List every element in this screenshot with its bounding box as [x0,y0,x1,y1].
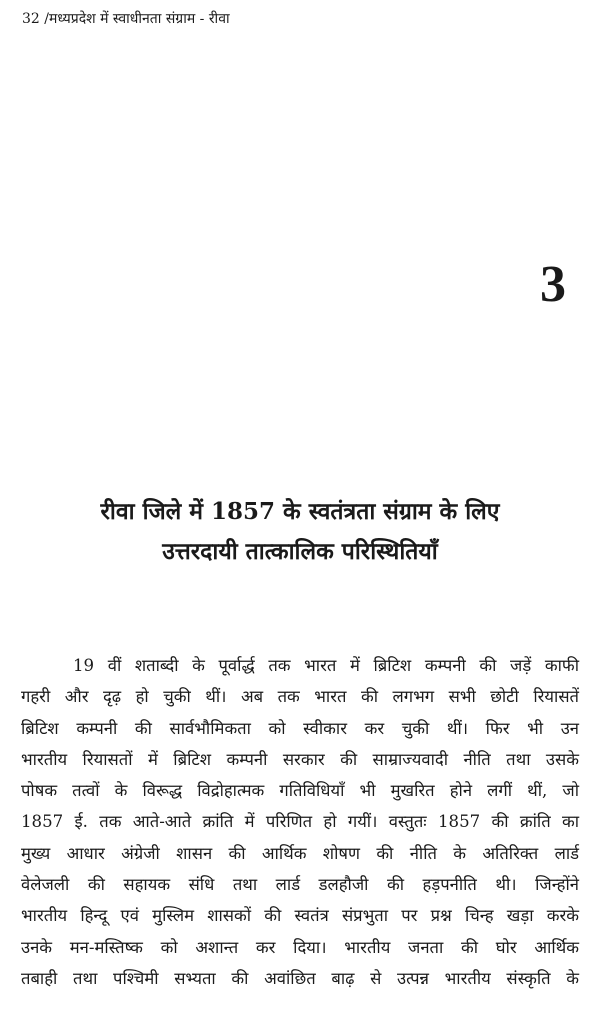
text-line: 19 वीं शताब्दी के पूर्वार्द्ध तक भारत में ब्रिटिश कम्पनी की जड़ें काफी [73,656,579,675]
chapter-number: 3 [540,256,566,313]
text-line: भारतीय रियासतों में ब्रिटिश कम्पनी सरकार की साम्राज्यवादी नीति तथा उसके [21,749,579,769]
chapter-title [20,492,580,572]
text-line: वेलेजली की सहायक संधि तथा लार्ड डलहौजी की हड़पनीति थी। जिन्होंने [21,875,579,895]
text-line: तबाही तथा पश्चिमी सभ्यता की अवांछित बाढ़ से उत्पन्न भारतीय संस्कृति के [21,968,579,988]
body-paragraph [21,650,579,994]
text-line: 1857 ई. तक आते-आते क्रांति में परिणित हो गयीं। वस्तुतः 1857 की क्रांति का [21,812,579,832]
running-header: 32 /मध्यप्रदेश में स्वाधीनता संग्राम - रीवा [22,11,230,27]
text-line: पोषक तत्वों के विरूद्ध विद्रोहात्मक गतिविधियाँ भी मुखरित होने लगीं थीं, जो [21,781,579,801]
text-line: भारतीय हिन्दू एवं मुस्लिम शासकों की स्वतंत्र संप्रभुता पर प्रश्न चिन्ह खड़ा करके [21,906,579,926]
chapter-title-line-1: रीवा जिले में 1857 के स्वतंत्रता संग्राम के लिए [100,498,500,525]
text-line: मुख्य आधार अंग्रेजी शासन की आर्थिक शोषण की नीति के अतिरिक्त लार्ड [21,843,579,863]
text-line: उनके मन-मस्तिष्क को अशान्त कर दिया। भारतीय जनता की घोर आर्थिक [21,937,579,957]
chapter-title-line-2: उत्तरदायी तात्कालिक परिस्थितियाँ [162,538,438,565]
text-line: ब्रिटिश कम्पनी की सार्वभौमिकता को स्वीकार कर चुकी थीं। फिर भी उन [21,718,579,738]
text-line: गहरी और दृढ़ हो चुकी थीं। अब तक भारत की लगभग सभी छोटी रियासतें [21,687,579,707]
